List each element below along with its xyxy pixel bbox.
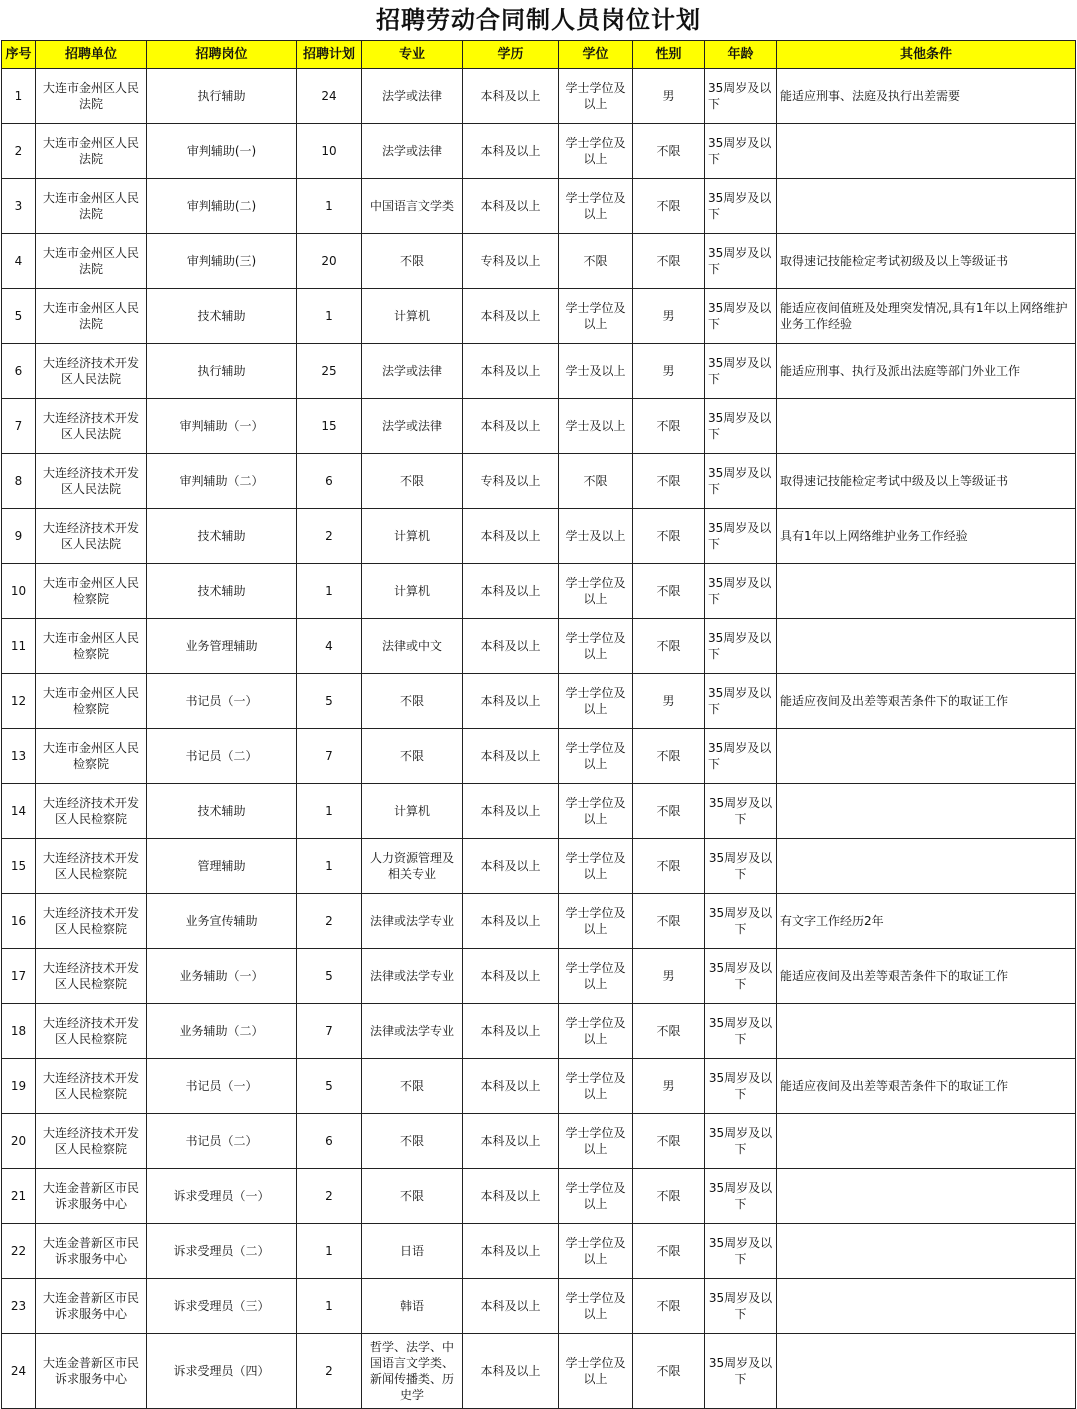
recruitment-table bbox=[1, 40, 1076, 1409]
cell-plan: 1 bbox=[297, 839, 362, 894]
cell-other bbox=[777, 729, 1076, 784]
cell-other bbox=[777, 784, 1076, 839]
table-row bbox=[2, 124, 1076, 179]
cell-gender: 不限 bbox=[633, 1169, 705, 1224]
cell-unit: 大连经济技术开发区人民检察院 bbox=[36, 949, 147, 1004]
cell-plan: 5 bbox=[297, 949, 362, 1004]
cell-major: 不限 bbox=[362, 1059, 463, 1114]
col-header-plan: 招聘计划 bbox=[297, 41, 362, 69]
cell-education: 本科及以上 bbox=[463, 1169, 559, 1224]
cell-post: 审判辅助（二） bbox=[147, 454, 297, 509]
cell-plan: 24 bbox=[297, 69, 362, 124]
cell-gender: 不限 bbox=[633, 124, 705, 179]
cell-unit: 大连市金州区人民检察院 bbox=[36, 619, 147, 674]
cell-no: 20 bbox=[2, 1114, 36, 1169]
cell-unit: 大连市金州区人民法院 bbox=[36, 179, 147, 234]
cell-age: 35周岁及以下 bbox=[705, 674, 777, 729]
cell-age: 35周岁及以下 bbox=[705, 839, 777, 894]
cell-post: 执行辅助 bbox=[147, 69, 297, 124]
cell-gender: 不限 bbox=[633, 564, 705, 619]
cell-plan: 25 bbox=[297, 344, 362, 399]
cell-unit: 大连市金州区人民法院 bbox=[36, 234, 147, 289]
cell-education: 本科及以上 bbox=[463, 344, 559, 399]
cell-other: 取得速记技能检定考试初级及以上等级证书 bbox=[777, 234, 1076, 289]
cell-unit: 大连经济技术开发区人民法院 bbox=[36, 454, 147, 509]
cell-age: 35周岁及以下 bbox=[705, 784, 777, 839]
cell-gender: 不限 bbox=[633, 1334, 705, 1409]
cell-unit: 大连经济技术开发区人民检察院 bbox=[36, 1004, 147, 1059]
cell-other bbox=[777, 1279, 1076, 1334]
cell-education: 本科及以上 bbox=[463, 729, 559, 784]
cell-gender: 不限 bbox=[633, 179, 705, 234]
cell-age: 35周岁及以下 bbox=[705, 234, 777, 289]
table-row bbox=[2, 1279, 1076, 1334]
cell-age: 35周岁及以下 bbox=[705, 289, 777, 344]
cell-unit: 大连金普新区市民诉求服务中心 bbox=[36, 1279, 147, 1334]
table-row bbox=[2, 234, 1076, 289]
cell-gender: 不限 bbox=[633, 1114, 705, 1169]
cell-no: 10 bbox=[2, 564, 36, 619]
cell-degree: 学士学位及以上 bbox=[559, 784, 633, 839]
cell-post: 书记员（二） bbox=[147, 729, 297, 784]
cell-gender: 不限 bbox=[633, 1279, 705, 1334]
cell-post: 技术辅助 bbox=[147, 784, 297, 839]
cell-unit: 大连经济技术开发区人民法院 bbox=[36, 399, 147, 454]
cell-major: 中国语言文学类 bbox=[362, 179, 463, 234]
table-row bbox=[2, 1004, 1076, 1059]
cell-other bbox=[777, 124, 1076, 179]
table-row bbox=[2, 344, 1076, 399]
col-header-degree: 学位 bbox=[559, 41, 633, 69]
cell-no: 14 bbox=[2, 784, 36, 839]
cell-other bbox=[777, 1334, 1076, 1409]
cell-other: 有文字工作经历2年 bbox=[777, 894, 1076, 949]
cell-plan: 1 bbox=[297, 179, 362, 234]
cell-education: 本科及以上 bbox=[463, 289, 559, 344]
cell-post: 技术辅助 bbox=[147, 509, 297, 564]
cell-degree: 学士学位及以上 bbox=[559, 1334, 633, 1409]
cell-other bbox=[777, 1169, 1076, 1224]
page-title: 招聘劳动合同制人员岗位计划 bbox=[376, 6, 701, 34]
cell-gender: 不限 bbox=[633, 399, 705, 454]
cell-age: 35周岁及以下 bbox=[705, 1114, 777, 1169]
cell-major: 不限 bbox=[362, 1169, 463, 1224]
cell-post: 审判辅助(二) bbox=[147, 179, 297, 234]
cell-other bbox=[777, 1114, 1076, 1169]
cell-plan: 1 bbox=[297, 784, 362, 839]
col-header-major: 专业 bbox=[362, 41, 463, 69]
cell-degree: 学士学位及以上 bbox=[559, 1279, 633, 1334]
cell-degree: 学士学位及以上 bbox=[559, 1224, 633, 1279]
cell-plan: 6 bbox=[297, 454, 362, 509]
cell-gender: 男 bbox=[633, 1059, 705, 1114]
cell-no: 9 bbox=[2, 509, 36, 564]
table-row bbox=[2, 69, 1076, 124]
cell-gender: 男 bbox=[633, 949, 705, 1004]
table-row bbox=[2, 894, 1076, 949]
cell-plan: 5 bbox=[297, 1059, 362, 1114]
cell-degree: 学士学位及以上 bbox=[559, 894, 633, 949]
cell-degree: 学士学位及以上 bbox=[559, 619, 633, 674]
col-header-gender: 性别 bbox=[633, 41, 705, 69]
cell-major: 计算机 bbox=[362, 509, 463, 564]
cell-age: 35周岁及以下 bbox=[705, 894, 777, 949]
cell-degree: 不限 bbox=[559, 454, 633, 509]
cell-no: 17 bbox=[2, 949, 36, 1004]
cell-no: 12 bbox=[2, 674, 36, 729]
cell-education: 本科及以上 bbox=[463, 674, 559, 729]
cell-unit: 大连金普新区市民诉求服务中心 bbox=[36, 1169, 147, 1224]
cell-plan: 2 bbox=[297, 894, 362, 949]
cell-degree: 学士及以上 bbox=[559, 344, 633, 399]
cell-major: 计算机 bbox=[362, 564, 463, 619]
cell-unit: 大连经济技术开发区人民检察院 bbox=[36, 839, 147, 894]
cell-major: 法学或法律 bbox=[362, 344, 463, 399]
cell-post: 诉求受理员（一） bbox=[147, 1169, 297, 1224]
cell-education: 本科及以上 bbox=[463, 1059, 559, 1114]
table-row bbox=[2, 289, 1076, 344]
cell-post: 业务辅助（一） bbox=[147, 949, 297, 1004]
cell-degree: 不限 bbox=[559, 234, 633, 289]
cell-age: 35周岁及以下 bbox=[705, 1004, 777, 1059]
cell-degree: 学士学位及以上 bbox=[559, 674, 633, 729]
cell-unit: 大连金普新区市民诉求服务中心 bbox=[36, 1334, 147, 1409]
cell-gender: 不限 bbox=[633, 839, 705, 894]
table-row bbox=[2, 1224, 1076, 1279]
table-row bbox=[2, 674, 1076, 729]
cell-no: 13 bbox=[2, 729, 36, 784]
cell-other: 能适应刑事、法庭及执行出差需要 bbox=[777, 69, 1076, 124]
cell-age: 35周岁及以下 bbox=[705, 1279, 777, 1334]
cell-other: 能适应夜间及出差等艰苦条件下的取证工作 bbox=[777, 949, 1076, 1004]
cell-plan: 7 bbox=[297, 729, 362, 784]
cell-unit: 大连经济技术开发区人民检察院 bbox=[36, 894, 147, 949]
cell-degree: 学士学位及以上 bbox=[559, 949, 633, 1004]
cell-age: 35周岁及以下 bbox=[705, 1334, 777, 1409]
cell-no: 3 bbox=[2, 179, 36, 234]
cell-no: 19 bbox=[2, 1059, 36, 1114]
cell-unit: 大连市金州区人民法院 bbox=[36, 124, 147, 179]
cell-unit: 大连市金州区人民检察院 bbox=[36, 564, 147, 619]
cell-no: 21 bbox=[2, 1169, 36, 1224]
cell-post: 审判辅助(一) bbox=[147, 124, 297, 179]
col-header-no: 序号 bbox=[2, 41, 36, 69]
cell-education: 本科及以上 bbox=[463, 179, 559, 234]
cell-age: 35周岁及以下 bbox=[705, 509, 777, 564]
cell-major: 韩语 bbox=[362, 1279, 463, 1334]
cell-plan: 1 bbox=[297, 289, 362, 344]
table-row bbox=[2, 399, 1076, 454]
cell-education: 本科及以上 bbox=[463, 784, 559, 839]
cell-unit: 大连经济技术开发区人民检察院 bbox=[36, 784, 147, 839]
col-header-unit: 招聘单位 bbox=[36, 41, 147, 69]
cell-age: 35周岁及以下 bbox=[705, 564, 777, 619]
cell-no: 7 bbox=[2, 399, 36, 454]
table-row bbox=[2, 949, 1076, 1004]
cell-degree: 学士学位及以上 bbox=[559, 289, 633, 344]
cell-no: 18 bbox=[2, 1004, 36, 1059]
cell-post: 审判辅助（一） bbox=[147, 399, 297, 454]
cell-major: 法学或法律 bbox=[362, 69, 463, 124]
cell-post: 技术辅助 bbox=[147, 289, 297, 344]
table-row bbox=[2, 1169, 1076, 1224]
table-row bbox=[2, 784, 1076, 839]
cell-unit: 大连经济技术开发区人民检察院 bbox=[36, 1059, 147, 1114]
cell-major: 不限 bbox=[362, 234, 463, 289]
cell-gender: 男 bbox=[633, 69, 705, 124]
cell-major: 哲学、法学、中国语言文学类、新闻传播类、历史学 bbox=[362, 1334, 463, 1409]
cell-post: 书记员（二） bbox=[147, 1114, 297, 1169]
cell-major: 法律或法学专业 bbox=[362, 894, 463, 949]
cell-major: 人力资源管理及相关专业 bbox=[362, 839, 463, 894]
table-row bbox=[2, 839, 1076, 894]
cell-education: 本科及以上 bbox=[463, 1114, 559, 1169]
cell-other bbox=[777, 1004, 1076, 1059]
cell-age: 35周岁及以下 bbox=[705, 399, 777, 454]
cell-education: 本科及以上 bbox=[463, 1224, 559, 1279]
table-row bbox=[2, 454, 1076, 509]
cell-gender: 不限 bbox=[633, 894, 705, 949]
cell-plan: 7 bbox=[297, 1004, 362, 1059]
table-row bbox=[2, 729, 1076, 784]
cell-post: 业务宣传辅助 bbox=[147, 894, 297, 949]
cell-no: 15 bbox=[2, 839, 36, 894]
cell-age: 35周岁及以下 bbox=[705, 1169, 777, 1224]
table-header-row bbox=[2, 41, 1076, 69]
cell-degree: 学士及以上 bbox=[559, 399, 633, 454]
cell-unit: 大连经济技术开发区人民检察院 bbox=[36, 1114, 147, 1169]
cell-other: 具有1年以上网络维护业务工作经验 bbox=[777, 509, 1076, 564]
table-row bbox=[2, 564, 1076, 619]
cell-age: 35周岁及以下 bbox=[705, 1224, 777, 1279]
cell-unit: 大连市金州区人民检察院 bbox=[36, 729, 147, 784]
cell-other: 取得速记技能检定考试中级及以上等级证书 bbox=[777, 454, 1076, 509]
cell-other: 能适应夜间及出差等艰苦条件下的取证工作 bbox=[777, 1059, 1076, 1114]
cell-gender: 男 bbox=[633, 674, 705, 729]
cell-no: 5 bbox=[2, 289, 36, 344]
cell-degree: 学士学位及以上 bbox=[559, 1059, 633, 1114]
cell-education: 本科及以上 bbox=[463, 1279, 559, 1334]
col-header-post: 招聘岗位 bbox=[147, 41, 297, 69]
cell-post: 管理辅助 bbox=[147, 839, 297, 894]
cell-post: 诉求受理员（二） bbox=[147, 1224, 297, 1279]
cell-post: 业务管理辅助 bbox=[147, 619, 297, 674]
cell-plan: 1 bbox=[297, 1224, 362, 1279]
cell-education: 专科及以上 bbox=[463, 454, 559, 509]
cell-age: 35周岁及以下 bbox=[705, 454, 777, 509]
cell-age: 35周岁及以下 bbox=[705, 179, 777, 234]
col-header-education: 学历 bbox=[463, 41, 559, 69]
cell-major: 法学或法律 bbox=[362, 124, 463, 179]
cell-education: 本科及以上 bbox=[463, 399, 559, 454]
cell-degree: 学士学位及以上 bbox=[559, 124, 633, 179]
cell-degree: 学士学位及以上 bbox=[559, 1114, 633, 1169]
cell-education: 本科及以上 bbox=[463, 564, 559, 619]
cell-gender: 不限 bbox=[633, 729, 705, 784]
cell-other bbox=[777, 839, 1076, 894]
cell-education: 专科及以上 bbox=[463, 234, 559, 289]
cell-major: 不限 bbox=[362, 674, 463, 729]
cell-gender: 不限 bbox=[633, 784, 705, 839]
cell-age: 35周岁及以下 bbox=[705, 124, 777, 179]
cell-education: 本科及以上 bbox=[463, 839, 559, 894]
cell-plan: 1 bbox=[297, 564, 362, 619]
cell-age: 35周岁及以下 bbox=[705, 344, 777, 399]
cell-no: 22 bbox=[2, 1224, 36, 1279]
cell-major: 法学或法律 bbox=[362, 399, 463, 454]
cell-post: 诉求受理员（四） bbox=[147, 1334, 297, 1409]
cell-degree: 学士学位及以上 bbox=[559, 564, 633, 619]
cell-other: 能适应刑事、执行及派出法庭等部门外业工作 bbox=[777, 344, 1076, 399]
cell-education: 本科及以上 bbox=[463, 1004, 559, 1059]
cell-education: 本科及以上 bbox=[463, 949, 559, 1004]
cell-gender: 不限 bbox=[633, 454, 705, 509]
cell-gender: 不限 bbox=[633, 1224, 705, 1279]
cell-no: 23 bbox=[2, 1279, 36, 1334]
cell-other bbox=[777, 619, 1076, 674]
cell-major: 计算机 bbox=[362, 289, 463, 344]
cell-plan: 2 bbox=[297, 1169, 362, 1224]
cell-degree: 学士学位及以上 bbox=[559, 839, 633, 894]
cell-gender: 男 bbox=[633, 344, 705, 399]
table-row bbox=[2, 619, 1076, 674]
cell-major: 日语 bbox=[362, 1224, 463, 1279]
cell-post: 诉求受理员（三） bbox=[147, 1279, 297, 1334]
cell-education: 本科及以上 bbox=[463, 619, 559, 674]
cell-unit: 大连市金州区人民法院 bbox=[36, 289, 147, 344]
table-row bbox=[2, 1059, 1076, 1114]
cell-age: 35周岁及以下 bbox=[705, 1059, 777, 1114]
cell-major: 法律或中文 bbox=[362, 619, 463, 674]
cell-gender: 不限 bbox=[633, 619, 705, 674]
cell-no: 2 bbox=[2, 124, 36, 179]
cell-other: 能适应夜间及出差等艰苦条件下的取证工作 bbox=[777, 674, 1076, 729]
cell-education: 本科及以上 bbox=[463, 1334, 559, 1409]
cell-other bbox=[777, 399, 1076, 454]
cell-plan: 2 bbox=[297, 509, 362, 564]
col-header-age: 年龄 bbox=[705, 41, 777, 69]
cell-post: 执行辅助 bbox=[147, 344, 297, 399]
cell-major: 不限 bbox=[362, 454, 463, 509]
cell-no: 1 bbox=[2, 69, 36, 124]
cell-education: 本科及以上 bbox=[463, 69, 559, 124]
cell-education: 本科及以上 bbox=[463, 894, 559, 949]
cell-other bbox=[777, 564, 1076, 619]
cell-degree: 学士学位及以上 bbox=[559, 69, 633, 124]
cell-education: 本科及以上 bbox=[463, 509, 559, 564]
cell-degree: 学士学位及以上 bbox=[559, 1169, 633, 1224]
cell-plan: 10 bbox=[297, 124, 362, 179]
cell-unit: 大连市金州区人民法院 bbox=[36, 69, 147, 124]
cell-major: 计算机 bbox=[362, 784, 463, 839]
cell-gender: 不限 bbox=[633, 509, 705, 564]
cell-post: 审判辅助(三) bbox=[147, 234, 297, 289]
cell-gender: 不限 bbox=[633, 234, 705, 289]
cell-no: 16 bbox=[2, 894, 36, 949]
cell-no: 6 bbox=[2, 344, 36, 399]
cell-major: 法律或法学专业 bbox=[362, 1004, 463, 1059]
cell-age: 35周岁及以下 bbox=[705, 949, 777, 1004]
cell-no: 24 bbox=[2, 1334, 36, 1409]
cell-gender: 不限 bbox=[633, 1004, 705, 1059]
cell-unit: 大连金普新区市民诉求服务中心 bbox=[36, 1224, 147, 1279]
cell-unit: 大连经济技术开发区人民法院 bbox=[36, 509, 147, 564]
cell-degree: 学士学位及以上 bbox=[559, 179, 633, 234]
cell-plan: 2 bbox=[297, 1334, 362, 1409]
table-row bbox=[2, 1114, 1076, 1169]
cell-post: 技术辅助 bbox=[147, 564, 297, 619]
cell-plan: 20 bbox=[297, 234, 362, 289]
cell-post: 书记员（一） bbox=[147, 1059, 297, 1114]
cell-plan: 4 bbox=[297, 619, 362, 674]
cell-plan: 5 bbox=[297, 674, 362, 729]
table-row bbox=[2, 1334, 1076, 1409]
cell-no: 11 bbox=[2, 619, 36, 674]
cell-major: 法律或法学专业 bbox=[362, 949, 463, 1004]
cell-degree: 学士学位及以上 bbox=[559, 1004, 633, 1059]
cell-other: 能适应夜间值班及处理突发情况,具有1年以上网络维护业务工作经验 bbox=[777, 289, 1076, 344]
cell-no: 4 bbox=[2, 234, 36, 289]
cell-plan: 1 bbox=[297, 1279, 362, 1334]
col-header-other: 其他条件 bbox=[777, 41, 1076, 69]
table-row bbox=[2, 179, 1076, 234]
cell-age: 35周岁及以下 bbox=[705, 69, 777, 124]
cell-age: 35周岁及以下 bbox=[705, 619, 777, 674]
cell-major: 不限 bbox=[362, 729, 463, 784]
cell-age: 35周岁及以下 bbox=[705, 729, 777, 784]
cell-degree: 学士及以上 bbox=[559, 509, 633, 564]
cell-plan: 15 bbox=[297, 399, 362, 454]
cell-degree: 学士学位及以上 bbox=[559, 729, 633, 784]
cell-education: 本科及以上 bbox=[463, 124, 559, 179]
table-row bbox=[2, 509, 1076, 564]
cell-unit: 大连市金州区人民检察院 bbox=[36, 674, 147, 729]
cell-post: 业务辅助（二） bbox=[147, 1004, 297, 1059]
cell-post: 书记员（一） bbox=[147, 674, 297, 729]
cell-gender: 男 bbox=[633, 289, 705, 344]
cell-unit: 大连经济技术开发区人民法院 bbox=[36, 344, 147, 399]
cell-major: 不限 bbox=[362, 1114, 463, 1169]
cell-plan: 6 bbox=[297, 1114, 362, 1169]
cell-other bbox=[777, 1224, 1076, 1279]
cell-no: 8 bbox=[2, 454, 36, 509]
cell-other bbox=[777, 179, 1076, 234]
